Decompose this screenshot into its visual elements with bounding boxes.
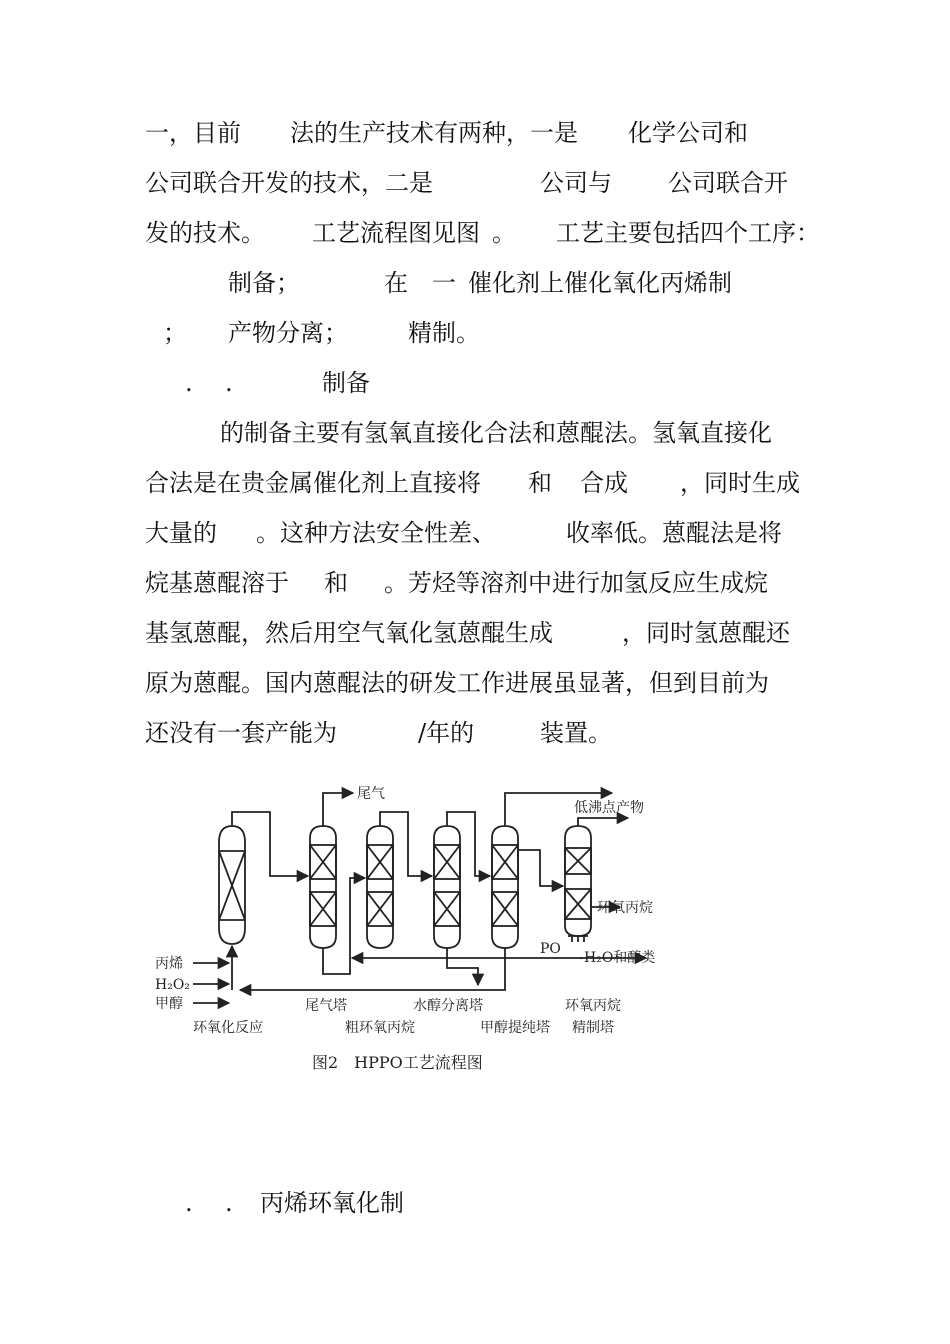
hppo-process-flow-diagram — [140, 770, 680, 1090]
label-water-alcohol-separation: 水醇分离塔 — [413, 998, 483, 1014]
text-segment: 公司联合开发的技术，二是 — [145, 169, 433, 197]
label-water-alcohols: H₂O和醇类 — [584, 950, 656, 966]
text-segment: . — [185, 369, 193, 397]
text-segment: 和 — [324, 569, 348, 597]
text-segment: 收率低。蒽醌法是将 — [566, 519, 782, 547]
text-segment: . — [185, 1189, 193, 1217]
text-segment: 化学公司和 — [628, 119, 748, 147]
process-piping — [193, 793, 646, 1003]
label-po: PO — [540, 941, 561, 957]
label-propylene: 丙烯 — [155, 956, 183, 972]
text-segment: 工艺主要包括四个工序： — [556, 219, 820, 247]
label-tail-gas-tower: 尾气塔 — [305, 998, 347, 1014]
label-h2o2: H₂O₂ — [155, 977, 190, 993]
text-segment: 发的技术。 — [145, 219, 265, 247]
text-segment: 基氢蒽醌，然后用空气氧化氢蒽醌生成 — [145, 619, 553, 647]
text-segment: 一 — [432, 269, 456, 297]
label-po-refining-1: 环氧丙烷 — [565, 998, 621, 1014]
text-segment: 制备； — [228, 269, 300, 297]
label-epoxidation-reaction: 环氧化反应 — [193, 1020, 263, 1036]
figure-caption: 图2 HPPO工艺流程图 — [312, 1053, 483, 1072]
text-segment: ； — [163, 319, 187, 347]
label-methanol: 甲醇 — [155, 996, 183, 1012]
text-segment: . — [225, 369, 233, 397]
text-segment: 丙烯环氧化制 — [260, 1189, 404, 1217]
text-segment: 合成 — [580, 469, 628, 497]
text-segment: 。芳烃等溶剂中进行加氢反应生成烷 — [384, 569, 768, 597]
text-segment: 催化剂上催化氧化丙烯制 — [468, 269, 732, 297]
text-segment: 合法是在贵金属催化剂上直接将 — [145, 469, 481, 497]
text-segment: 的制备主要有氢氧直接化合法和蒽醌法。氢氧直接化 — [220, 419, 772, 447]
text-segment: 还没有一套产能为 — [145, 719, 337, 747]
label-tail-gas: 尾气 — [357, 786, 385, 802]
text-segment: 精制。 — [408, 319, 480, 347]
label-po-refining-2: 精制塔 — [572, 1020, 614, 1036]
text-segment: /年的 — [418, 719, 475, 747]
text-segment: ，同时氢蒽醌还 — [622, 619, 790, 647]
text-segment: 原为蒽醌。国内蒽醌法的研发工作进展虽显著，但到目前为 — [145, 669, 769, 697]
po-refining-tower — [565, 826, 591, 942]
text-segment: 公司与 — [540, 169, 612, 197]
text-segment: 烷基蒽醌溶于 — [145, 569, 289, 597]
tail-gas-tower — [310, 826, 336, 948]
label-crude-po: 粗环氧丙烷 — [345, 1020, 415, 1036]
text-segment: . — [225, 1189, 233, 1217]
text-segment: 。 — [492, 219, 516, 247]
text-segment: 产物分离； — [228, 319, 348, 347]
text-segment: 公司联合开 — [668, 169, 788, 197]
crude-po-tower — [367, 826, 393, 948]
text-segment: 法的生产技术有两种，一是 — [290, 119, 578, 147]
water-alcohol-separation-tower — [434, 826, 460, 948]
text-segment: 装置。 — [540, 719, 612, 747]
label-propylene-oxide: 环氧丙烷 — [597, 900, 653, 916]
text-segment: ，同时生成 — [680, 469, 800, 497]
label-low-boiling-products: 低沸点产物 — [574, 800, 644, 816]
text-segment: 和 — [528, 469, 552, 497]
text-segment: 一，目前 — [145, 119, 241, 147]
text-segment: 大量的 — [145, 519, 217, 547]
text-segment: 在 — [384, 269, 408, 297]
text-segment: 制备 — [322, 369, 370, 397]
epoxidation-reactor — [219, 826, 245, 944]
text-segment: 工艺流程图见图 — [312, 219, 480, 247]
label-methanol-purification: 甲醇提纯塔 — [480, 1020, 550, 1036]
methanol-purification-tower — [492, 826, 518, 948]
text-segment: 。这种方法安全性差、 — [256, 519, 496, 547]
